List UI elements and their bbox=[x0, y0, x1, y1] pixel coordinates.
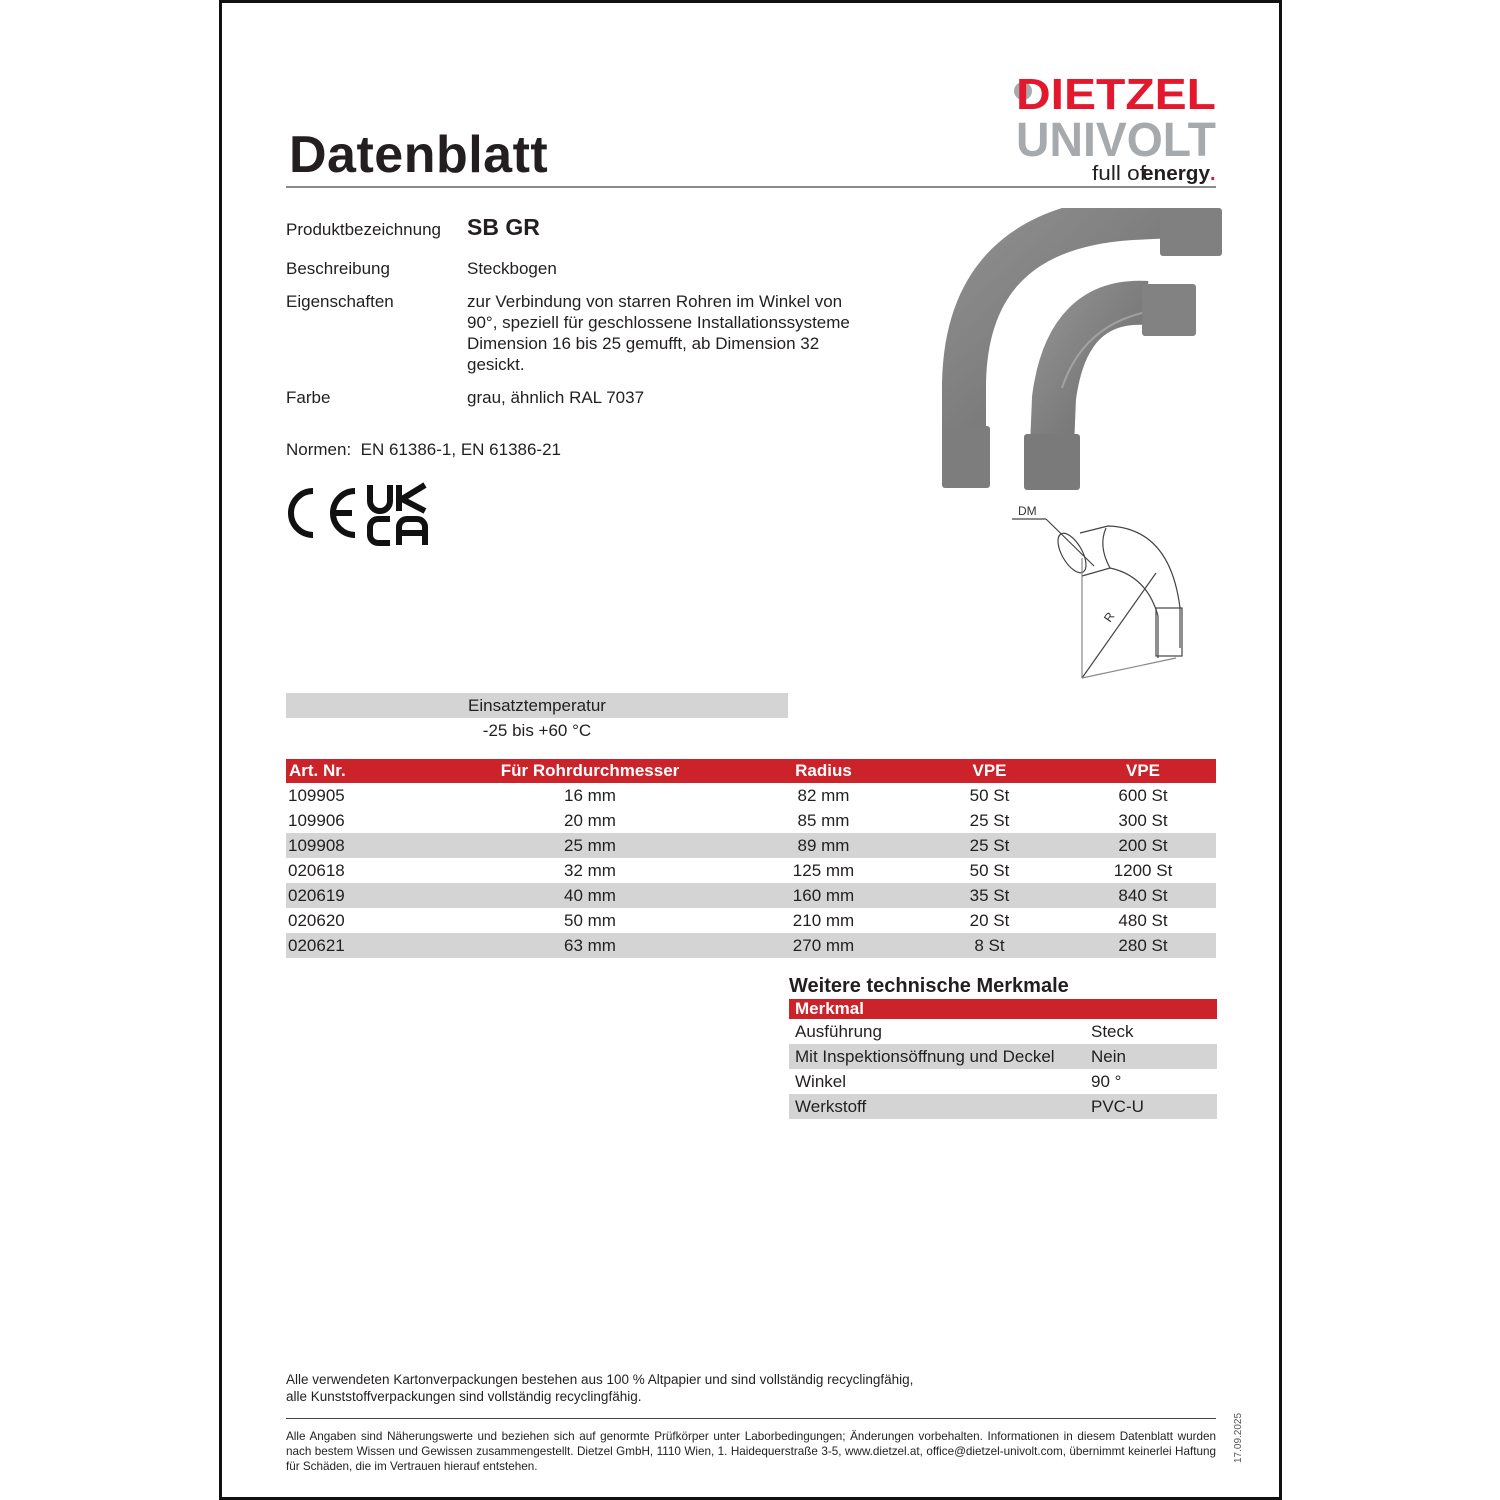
cell-radius: 270 mm bbox=[738, 933, 909, 958]
cell-art-nr: 020621 bbox=[286, 933, 442, 958]
properties-line: zur Verbindung von starren Rohren im Winkel von bbox=[467, 292, 843, 311]
table-row bbox=[286, 783, 1216, 808]
cell-art-nr: 020619 bbox=[286, 883, 442, 908]
table-row bbox=[286, 858, 1216, 883]
feature-value: 90 ° bbox=[1091, 1072, 1122, 1091]
feature-value: PVC-U bbox=[1087, 1094, 1217, 1119]
col-vpe-2: VPE bbox=[1070, 759, 1216, 783]
title-divider bbox=[286, 186, 1216, 188]
col-art-nr: Art. Nr. bbox=[286, 759, 442, 783]
features-header: Merkmal bbox=[789, 999, 1217, 1019]
norms-label: Normen: bbox=[286, 440, 352, 459]
cell-vpe-1: 20 St bbox=[969, 911, 1010, 930]
cell-vpe-1: 25 St bbox=[909, 833, 1070, 858]
logo-tagline-dot: . bbox=[1210, 163, 1216, 185]
cell-art-nr: 109906 bbox=[288, 811, 345, 830]
temperature-label: Einsatztemperatur bbox=[286, 693, 788, 718]
properties-line: gesickt. bbox=[467, 355, 525, 374]
cell-vpe-1: 50 St bbox=[909, 783, 1070, 808]
cell-vpe-1: 50 St bbox=[969, 861, 1010, 880]
cell-art-nr: 020618 bbox=[288, 861, 345, 880]
dm-label: DM bbox=[1018, 504, 1037, 518]
datasheet-page bbox=[219, 0, 1282, 1500]
features-table bbox=[789, 999, 1217, 1119]
features-header-row bbox=[789, 999, 1217, 1019]
document-date: 17.09.2025 bbox=[1233, 1412, 1244, 1463]
feature-name: Ausführung bbox=[795, 1022, 882, 1041]
cell-diameter: 50 mm bbox=[564, 911, 616, 930]
page-title: Datenblatt bbox=[289, 126, 549, 184]
cell-radius: 85 mm bbox=[797, 811, 850, 830]
col-pipe-diameter: Für Rohrdurchmesser bbox=[442, 759, 738, 783]
cell-vpe-1: 8 St bbox=[909, 933, 1070, 958]
cell-diameter: 63 mm bbox=[442, 933, 738, 958]
cell-vpe-2: 480 St bbox=[1118, 911, 1168, 930]
table-row bbox=[286, 933, 1216, 958]
color-label: Farbe bbox=[286, 388, 331, 407]
recycling-line: Alle verwendeten Kartonverpackungen bestehen aus 100 % Altpapier und sind vollständig recyclingfähig, bbox=[286, 1372, 914, 1387]
col-radius: Radius bbox=[738, 759, 909, 783]
properties-line: Dimension 16 bis 25 gemufft, ab Dimension 32 bbox=[467, 334, 820, 353]
description-value: Steckbogen bbox=[467, 259, 557, 278]
col-vpe-1: VPE bbox=[909, 759, 1070, 783]
table-row bbox=[286, 883, 1216, 908]
cell-radius: 160 mm bbox=[738, 883, 909, 908]
dietzel-univolt-logo bbox=[1014, 69, 1218, 185]
technical-drawing bbox=[1002, 498, 1202, 683]
cell-vpe-2: 840 St bbox=[1070, 883, 1216, 908]
table-header-row bbox=[286, 759, 1216, 783]
temperature-value: -25 bis +60 °C bbox=[482, 721, 592, 740]
cell-diameter: 32 mm bbox=[564, 861, 616, 880]
footer-divider bbox=[286, 1418, 1216, 1419]
article-table bbox=[286, 759, 1216, 958]
cell-diameter: 25 mm bbox=[442, 833, 738, 858]
cell-vpe-1: 35 St bbox=[909, 883, 1070, 908]
cell-diameter: 20 mm bbox=[564, 811, 616, 830]
cell-art-nr: 109908 bbox=[286, 833, 442, 858]
feature-value: Steck bbox=[1091, 1022, 1134, 1041]
disclaimer: Alle Angaben sind Näherungswerte und beziehen sich auf genormte Prüfkörper unter Laborbedingungen; Änderungen vorbehalten. Informationen in diesem Datenblatt wurden nach bestem Wissen und Gewissen zusammengestellt. Dietzel GmbH, 1110 Wien, 1. Haidequerstraße 3-5, www.dietzel.at, office@dietzel-univolt.com, übernimmt keinerlei Haftung für Schäden, die im Vertrauen hierauf entstehen. bbox=[286, 1430, 1216, 1473]
feature-row bbox=[789, 1069, 1217, 1094]
product-name-label: Produktbezeichnung bbox=[286, 220, 442, 239]
features-title: Weitere technische Merkmale bbox=[789, 975, 1069, 997]
color-value: grau, ähnlich RAL 7037 bbox=[467, 388, 645, 407]
recycling-note bbox=[286, 1371, 1186, 1405]
cell-vpe-1: 25 St bbox=[969, 811, 1010, 830]
cell-radius: 125 mm bbox=[792, 861, 855, 880]
product-photo bbox=[942, 208, 1232, 498]
feature-name: Winkel bbox=[795, 1072, 847, 1091]
feature-row bbox=[789, 1044, 1217, 1069]
cell-vpe-2: 1200 St bbox=[1113, 861, 1173, 880]
cell-art-nr: 109905 bbox=[286, 783, 442, 808]
cell-art-nr: 020620 bbox=[288, 911, 345, 930]
cell-radius: 89 mm bbox=[738, 833, 909, 858]
feature-row bbox=[789, 1094, 1217, 1119]
certification-marks bbox=[286, 481, 431, 547]
norms-value: EN 61386-1, EN 61386-21 bbox=[360, 440, 561, 459]
logo-tagline-bold: energy bbox=[1142, 163, 1211, 185]
ukca-mark-icon bbox=[370, 485, 425, 545]
description-label: Beschreibung bbox=[286, 259, 390, 278]
feature-name: Werkstoff bbox=[789, 1094, 1087, 1119]
properties-label: Eigenschaften bbox=[286, 292, 394, 311]
properties-value bbox=[467, 291, 887, 375]
table-row bbox=[286, 908, 1216, 933]
cell-diameter: 40 mm bbox=[442, 883, 738, 908]
product-name-value: SB GR bbox=[467, 214, 540, 240]
logo-dietzel: DIETZEL bbox=[1016, 70, 1216, 119]
cell-vpe-2: 200 St bbox=[1070, 833, 1216, 858]
cell-radius: 210 mm bbox=[792, 911, 855, 930]
feature-name: Mit Inspektionsöffnung und Deckel bbox=[789, 1044, 1087, 1069]
logo-univolt: UNIVOLT bbox=[1016, 114, 1216, 167]
feature-value: Nein bbox=[1087, 1044, 1217, 1069]
table-row bbox=[286, 808, 1216, 833]
cell-vpe-2: 300 St bbox=[1118, 811, 1168, 830]
recycling-line: alle Kunststoffverpackungen sind vollständig recyclingfähig. bbox=[286, 1389, 642, 1404]
cell-vpe-2: 600 St bbox=[1070, 783, 1216, 808]
cell-diameter: 16 mm bbox=[442, 783, 738, 808]
ce-mark-icon bbox=[291, 491, 355, 535]
cell-vpe-2: 280 St bbox=[1070, 933, 1216, 958]
table-row bbox=[286, 833, 1216, 858]
logo-tagline-light: full of bbox=[1092, 163, 1147, 185]
cell-radius: 82 mm bbox=[738, 783, 909, 808]
r-label: R bbox=[1100, 609, 1118, 625]
feature-row bbox=[789, 1019, 1217, 1044]
properties-line: 90°, speziell für geschlossene Installationssysteme bbox=[467, 313, 850, 332]
norms bbox=[286, 439, 561, 460]
